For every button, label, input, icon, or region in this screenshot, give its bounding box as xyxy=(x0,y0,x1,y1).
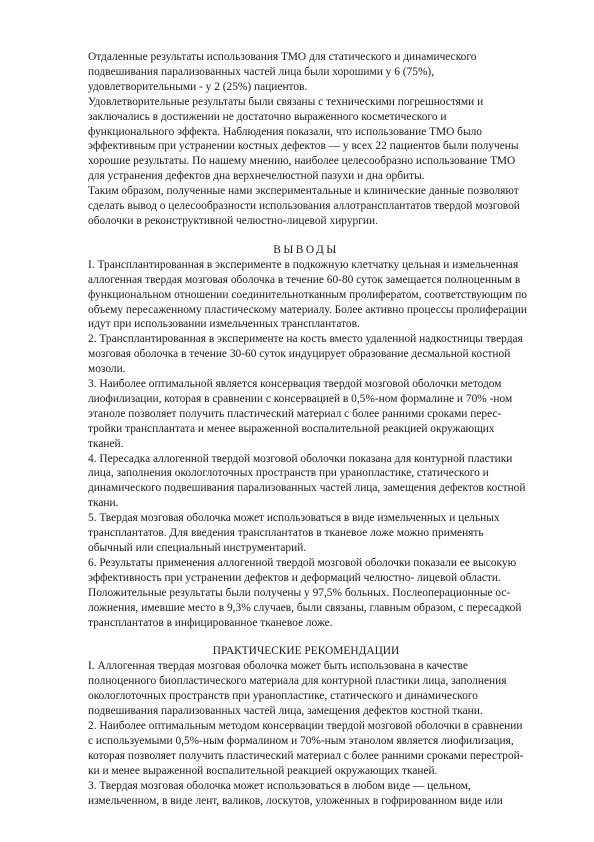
recommendations-section xyxy=(88,644,524,808)
intro-line: подвешивания парализованных частей лица были хорошими у 6 (75%), xyxy=(88,65,435,78)
intro-line: заключались в достижении не достаточно выраженного косметического и xyxy=(88,110,447,123)
conclusions-line: функциональном отношении соединительнотканным пролифератом, соответствующим по xyxy=(88,288,527,301)
intro-line: сделать вывод о целесообразности использования аллотрансплантатов твердой мозговой xyxy=(88,200,520,213)
intro-line: эффективным при устранении костных дефектов — у всех 22 пациентов были получены xyxy=(88,140,519,153)
conclusions-line: лица, заполнения окологлоточных пространств при уранопластике, статического и xyxy=(88,467,489,480)
intro-line: для устранения дефектов дна верхнечелюстной пазухи и дна орбиты. xyxy=(88,170,425,183)
recommendations-line: 2. Наиболее оптимальным методом консервации твердой мозговой оболочки в сравнении xyxy=(88,719,523,732)
conclusions-line: ложнения, имевшие место в 9,3% случаев, были связаны, главным образом, с пересадкой xyxy=(88,601,522,614)
recommendations-line: измельченном, в виде лент, валиков, лоскутов, уложенных в гофрированном виде или xyxy=(88,794,503,807)
intro-line: Таким образом, полученные нами экспериментальные и клинические данные позволяют xyxy=(88,185,519,198)
conclusions-line: трансплантатов в инфицированное тканевое ложе. xyxy=(88,616,333,629)
recommendations-line: окологлоточных пространств при уранопластике, статического и динамического xyxy=(88,690,478,703)
conclusions-section xyxy=(88,243,527,631)
conclusions-line: 3. Наиболее оптимальной является консервация твердой мозговой оболочки методом xyxy=(88,378,502,391)
conclusions-line: обычный или специальный инструментарий. xyxy=(88,542,307,554)
conclusions-line: этаноле позволяет получить пластический материал с более ранними сроками перес- xyxy=(88,407,502,420)
conclusions-line: лиофилизации, которая в сравнении с консервацией в 0,5%-ном формалине и 70% -ном xyxy=(88,392,513,405)
document-page xyxy=(88,50,527,808)
conclusions-line: тканей. xyxy=(88,437,124,450)
section-gap xyxy=(88,630,524,644)
intro-line: функционального эффекта. Наблюдения показали, что использование ТМО было xyxy=(88,125,482,138)
conclusions-line: 2. Трансплантированная в эксперименте на кость вместо удаленной надкостницы твердая xyxy=(88,333,523,346)
recommendations-line: подвешивания парализованных частей лица, замещения дефектов костной ткани. xyxy=(88,705,483,718)
intro-line: удовлетворительными - у 2 (25%) пациентов. xyxy=(88,80,308,93)
conclusions-line: тройки трансплантата и менее выраженной воспалительной реакцией окружающих xyxy=(88,422,495,435)
conclusions-line: динамического подвешивания парализованных частей лица, замещения дефектов костной xyxy=(88,482,526,495)
section-gap xyxy=(88,229,524,243)
conclusions-line: 6. Результаты применения аллогенной твердой мозговой оболочки показали ее высокую xyxy=(88,556,517,569)
conclusions-line: трансплантатов. Для введения трансплантатов в тканевое ложе можно применять xyxy=(88,527,484,540)
recommendations-line: с используемыми 0,5%-ным формалином и 70%-ным этанолом является лиофилизация, xyxy=(88,734,514,747)
recommendations-line: которая позволяет получить пластический материал с более ранними сроками перестрой- xyxy=(88,749,524,762)
recommendations-line: ки и менее выраженной воспалительной реакцией окружающих тканей. xyxy=(88,764,438,777)
conclusions-line: идут при использовании измельченных трансплантатов. xyxy=(88,318,360,331)
intro-line: хорошие результаты. По нашему мнению, наиболее целесообразно использование ТМО xyxy=(88,155,516,168)
conclusions-line: мозоли. xyxy=(88,363,126,376)
conclusions-line: эффективность при устранении дефектов и деформаций челюстно- лицевой области. xyxy=(88,571,501,584)
recommendations-line: I. Аллогенная твердая мозговая оболочка может быть использована в качестве xyxy=(88,660,468,673)
recommendations-line: 3. Твердая мозговая оболочка может использоваться в любом виде — цельном, xyxy=(88,779,471,792)
conclusions-line: мозговая оболочка в течение 30-60 суток индуцирует образование десмальной костной xyxy=(88,348,511,361)
recommendations-heading: ПРАКТИЧЕСКИЕ РЕКОМЕНДАЦИИ xyxy=(212,645,400,658)
conclusions-line: 4. Пересадка аллогенной твердой мозговой оболочки показана для контурной пластики xyxy=(88,452,513,465)
intro-line: Отдаленные результаты использования ТМО для статического и динамического xyxy=(88,51,477,63)
conclusions-line: ткани. xyxy=(88,497,119,510)
intro-line: оболочки в реконструктивной челюстно-лицевой хирургии. xyxy=(88,214,378,227)
intro-line: Удовлетворительные результаты были связаны с техническими погрешностями и xyxy=(88,95,484,108)
conclusions-line: I. Трансплантированная в эксперименте в подкожную клетчатку цельная и измельченная xyxy=(88,258,519,271)
conclusions-line: Положительные результаты были получены у 97,5% больных. Послеоперационные ос- xyxy=(88,586,511,599)
intro-section xyxy=(88,50,524,229)
recommendations-line: полноценного биопластического материала для контурной пластики лица, заполнения xyxy=(88,675,507,688)
conclusions-line: объему пересаженному пластическому материалу. Более активно процессы пролиферации xyxy=(88,303,527,316)
conclusions-line: аллогенная твердая мозговая оболочка в течение 60-80 суток замещается полноценным в xyxy=(88,273,521,286)
conclusions-line: 5. Твердая мозговая оболочка может использоваться в виде измельченных и цельных xyxy=(88,512,500,525)
conclusions-heading: ВЫВОДЫ xyxy=(273,243,339,256)
